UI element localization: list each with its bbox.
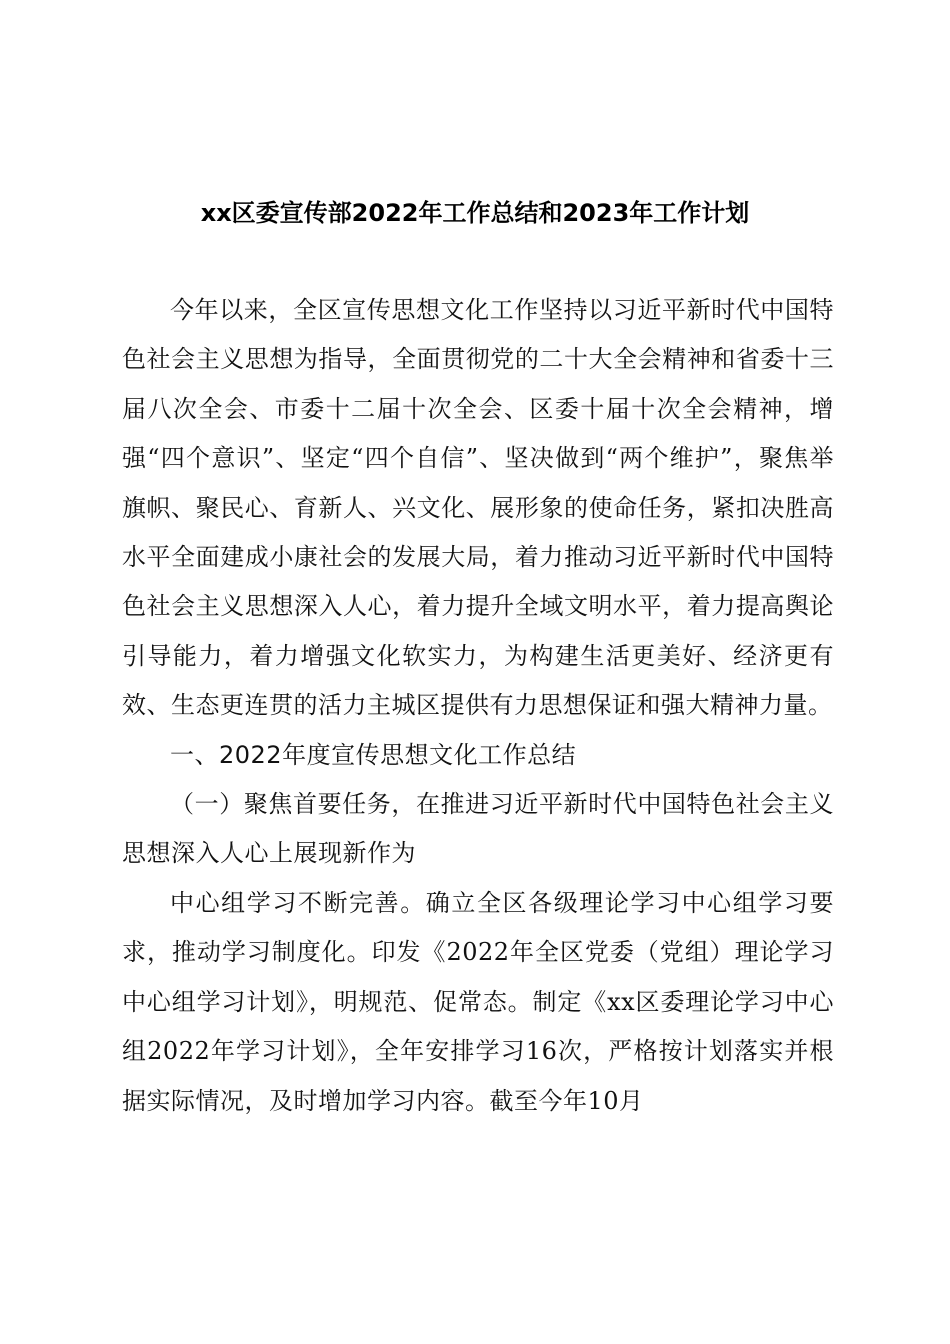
intro-paragraph: 今年以来，全区宣传思想文化工作坚持以习近平新时代中国特色社会主义思想为指导，全面贯彻党的二十大全会精神和省委十三届八次全会、市委十二届十次全会、区委十届十次全会精神，增强“四个意识”、坚定“四个自信”、坚决做到“两个维护”，聚焦举旗帜、聚民心、育新人、兴文化、展形象的使命任务，紧扣决胜高水平全面建成小康社会的发展大局，着力推动习近平新时代中国特色社会主义思想深入人心，着力提升全域文明水平，着力提高舆论引导能力，着力增强文化软实力，为构建生活更美好、经济更有效、生态更连贯的活力主城区提供有力思想保证和强大精神力量。 (122, 296, 834, 720)
subsection-heading: （一）聚焦首要任务，在推进习近平新时代中国特色社会主义思想深入人心上展现新作为 (122, 790, 834, 868)
document-body (122, 286, 834, 1126)
document-title: xx区委宣传部2022年工作总结和2023年工作计划 (200, 199, 750, 227)
body-paragraph: 中心组学习不断完善。确立全区各级理论学习中心组学习要求，推动学习制度化。印发《2022年全区党委（党组）理论学习中心组学习计划》，明规范、促常态。制定《xx区委理论学习中心组2022年学习计划》，全年安排学习16次，严格按计划落实并根据实际情况，及时增加学习内容。截至今年10月 (122, 888, 834, 1115)
section-heading: 一、2022年度宣传思想文化工作总结 (170, 740, 577, 769)
